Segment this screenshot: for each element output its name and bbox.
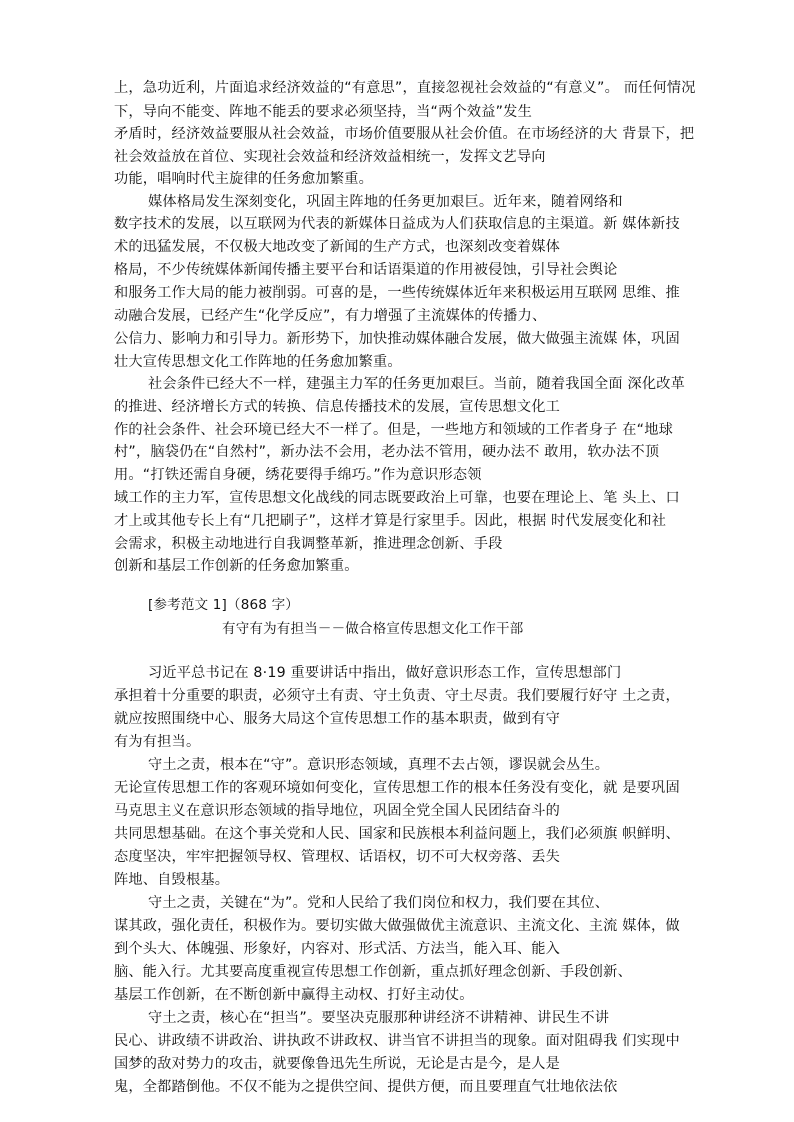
text-line: 壮大宣传思想文化工作阵地的任务愈加繁重。 <box>114 354 402 370</box>
reference-label: [参考范文 1]（868 字） <box>148 597 299 613</box>
paragraph-start: 守土之责，关键在“为”。党和人民给了我们岗位和权力，我们要在其位、 <box>148 895 610 911</box>
text-line: 公信力、影响力和引导力。新形势下，加快推动媒体融合发展，做大做强主流媒 体，巩固 <box>114 331 680 347</box>
text-line: 马克思主义在意识形态领域的指导地位，巩固全党全国人民团结奋斗的 <box>114 803 561 819</box>
text-line: 阵地、自毁根基。 <box>114 872 230 888</box>
text-line: 民心、讲政绩不讲政治、讲执政不讲政权、讲当官不讲担当的现象。面对阻碍我 们实现中 <box>114 1033 680 1049</box>
text-line: 矛盾时，经济效益要服从社会效益，市场价值要服从社会价值。在市场经济的大 背景下，把 <box>114 126 695 142</box>
essay-title: 有守有为有担当－－做合格宣传思想文化工作干部 <box>222 621 524 637</box>
text-line: 功能，唱响时代主旋律的任务愈加繁重。 <box>114 171 373 187</box>
text-line: 到个头大、体魄强、形象好，内容对、形式活、方法当，能入耳、能入 <box>114 941 561 957</box>
text-line: 国梦的敌对势力的攻击，就要像鲁迅先生所说，无论是古是今，是人是 <box>114 1056 561 1072</box>
text-line: 社会效益放在首位、实现社会效益和经济效益相统一，发挥文艺导向 <box>114 149 546 165</box>
text-line: 有为有担当。 <box>114 734 201 750</box>
paragraph-start: 习近平总书记在 8·19 重要讲话中指出，做好意识形态工作，宣传思想部门 <box>148 665 622 681</box>
text-line: 会需求，积极主动地进行自我调整革新，推进理念创新、手段 <box>114 536 503 552</box>
text-line: 的推进、经济增长方式的转换、信息传播技术的发展，宣传思想文化工 <box>114 399 561 415</box>
text-line: 就应按照围绕中心、服务大局这个宣传思想工作的基本职责，做到有守 <box>114 711 561 727</box>
paragraph-start: 守土之责，根本在“守”。意识形态领域，真理不去占领，谬误就会丛生。 <box>148 757 610 773</box>
text-line: 动融合发展，已经产生“化学反应”，有力增强了主流媒体的传播力、 <box>114 308 547 324</box>
text-line: 鬼，全都踏倒他。不仅不能为之提供空间、提供方便，而且要理直气壮地依法依 <box>114 1079 618 1095</box>
text-line: 共同思想基础。在这个事关党和人民、国家和民族根本利益问题上，我们必须旗 帜鲜明、 <box>114 826 680 842</box>
text-line: 基层工作创新，在不断创新中赢得主动权、打好主动仗。 <box>114 987 474 1003</box>
text-line: 作的社会条件、社会环境已经大不一样了。但是，一些地方和领域的工作者身子 在“地球 <box>114 422 673 438</box>
text-line: 数字技术的发展，以互联网为代表的新媒体日益成为人们获取信息的主渠道。新 媒体新技 <box>114 216 680 232</box>
text-line: 下，导向不能变、阵地不能丢的要求必须坚持，当“两个效益”发生 <box>114 104 532 120</box>
text-line: 态度坚决，牢牢把握领导权、管理权、话语权，切不可大权旁落、丢失 <box>114 849 561 865</box>
paragraph-start: 媒体格局发生深刻变化，巩固主阵地的任务更加艰巨。近年来，随着网络和 <box>148 194 623 210</box>
text-line: 谋其政，强化责任，积极作为。要切实做大做强做优主流意识、主流文化、主流 媒体，做 <box>114 918 680 934</box>
text-line: 域工作的主力军，宣传思想文化战线的同志既要政治上可靠，也要在理论上、笔 头上、口 <box>114 490 680 506</box>
text-line: 用。“打铁还需自身硬，绣花要得手绵巧。”作为意识形态领 <box>114 467 482 483</box>
text-line: 上，急功近利，片面追求经济效益的“有意思”，直接忽视社会效益的“有意义”。 而任何情况 <box>114 80 696 96</box>
text-line: 村”，脑袋仍在“自然村”，新办法不会用，老办法不管用，硬办法不 敢用，软办法不顶 <box>114 444 660 460</box>
text-line: 承担着十分重要的职责，必须守土有责、守土负责、守土尽责。我们要履行好守 土之责， <box>114 688 680 704</box>
text-line: 脑、能入行。尤其要高度重视宣传思想工作创新，重点抓好理念创新、手段创新、 <box>114 964 632 980</box>
paragraph-start: 守土之责，核心在“担当”。要坚决克服那种讲经济不讲精神、讲民生不讲 <box>148 1010 610 1026</box>
paragraph-start: 社会条件已经大不一样，建强主力军的任务更加艰巨。当前，随着我国全面 深化改革 <box>148 376 686 392</box>
text-line: 无论宣传思想工作的客观环境如何变化，宣传思想工作的根本任务没有变化，就 是要巩固 <box>114 780 680 796</box>
text-line: 才上或其他专长上有“几把刷子”，这样才算是行家里手。因此，根据 时代发展变化和社 <box>114 513 667 529</box>
text-line: 创新和基层工作创新的任务愈加繁重。 <box>114 558 359 574</box>
text-line: 术的迅猛发展，不仅极大地改变了新闻的生产方式，也深刻改变着媒体 <box>114 239 561 255</box>
text-line: 格局，不少传统媒体新闻传播主要平台和话语渠道的作用被侵蚀，引导社会舆论 <box>114 262 618 278</box>
text-line: 和服务工作大局的能力被削弱。可喜的是，一些传统媒体近年来积极运用互联网 思维、推 <box>114 285 680 301</box>
